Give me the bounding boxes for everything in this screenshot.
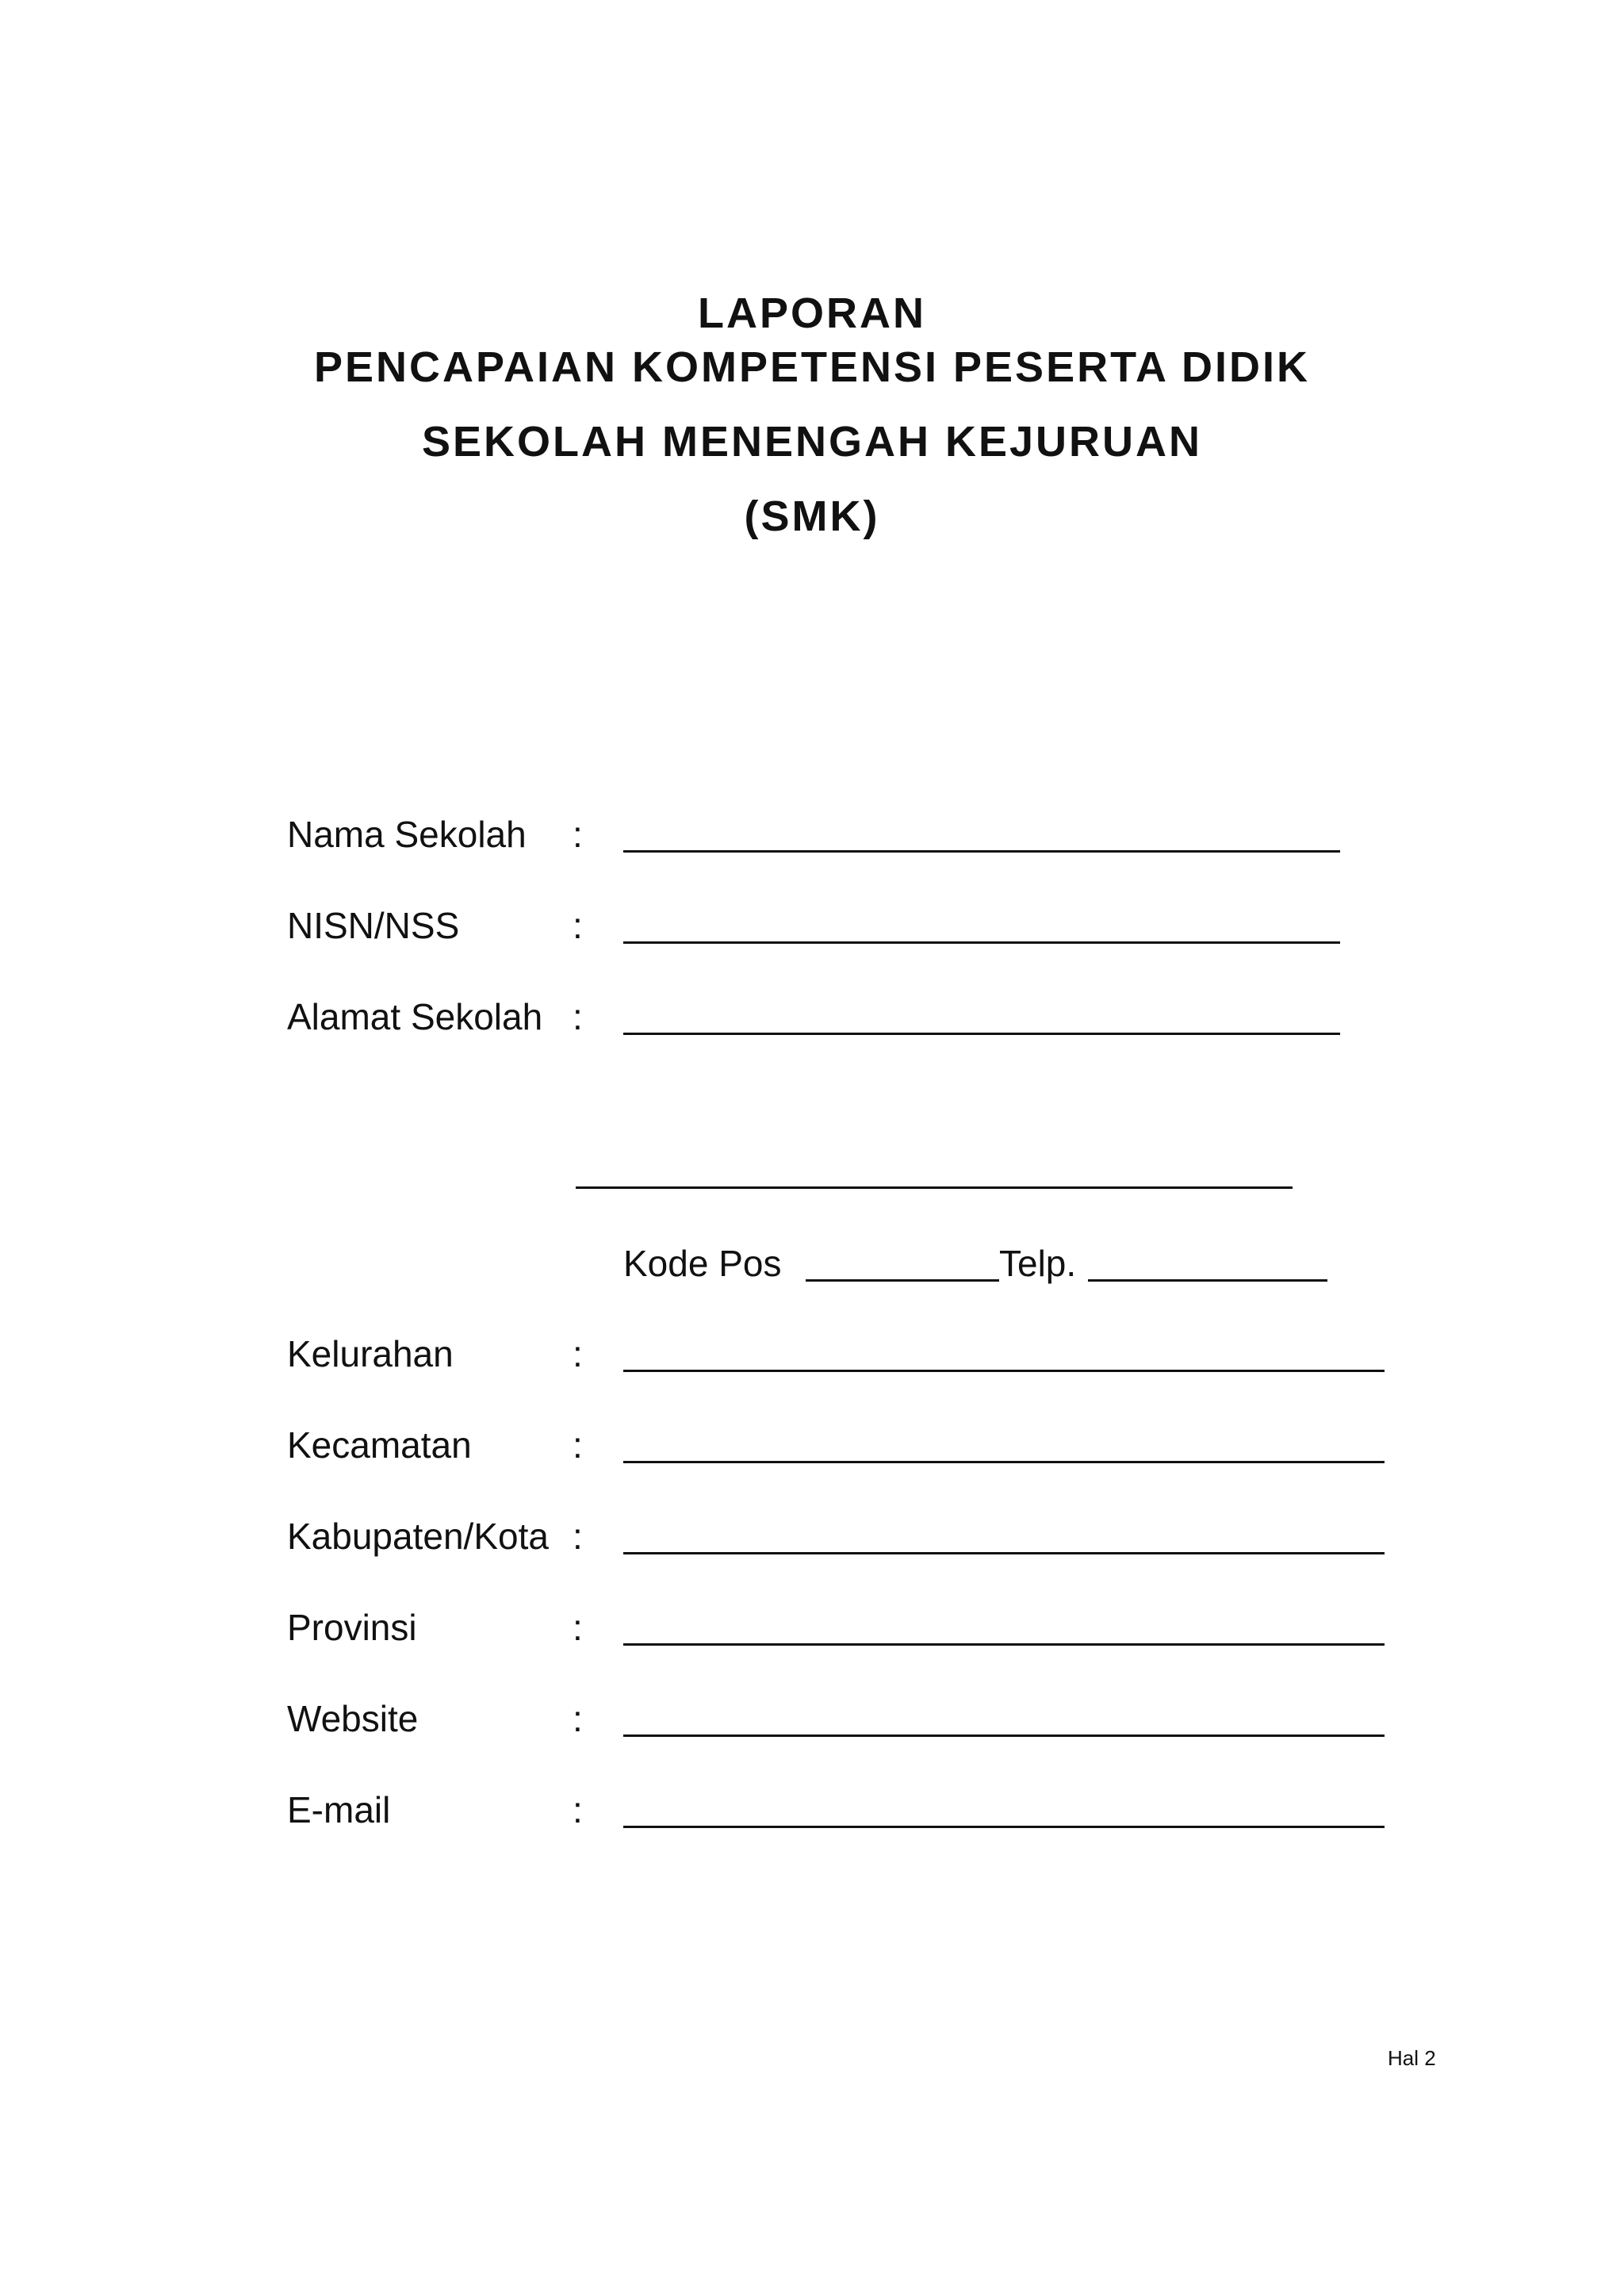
nama-sekolah-blank[interactable] <box>623 850 1340 853</box>
provinsi-blank[interactable] <box>623 1643 1385 1646</box>
kabupaten-kota-blank[interactable] <box>623 1552 1385 1554</box>
title-line-1: LAPORAN <box>698 289 926 337</box>
kelurahan-colon: : <box>573 1333 583 1374</box>
alamat-sekolah-label: Alamat Sekolah <box>287 996 543 1037</box>
website-label: Website <box>287 1698 419 1739</box>
kabupaten-kota-colon: : <box>573 1516 583 1557</box>
nisn-nss-label: NISN/NSS <box>287 905 460 946</box>
kode-pos-blank[interactable] <box>806 1279 999 1282</box>
alamat-sekolah-blank-line-2[interactable] <box>576 1186 1293 1189</box>
page-number: Hal 2 <box>1388 2046 1436 2070</box>
kelurahan-blank[interactable] <box>623 1370 1385 1372</box>
kabupaten-kota-label: Kabupaten/Kota <box>287 1516 549 1557</box>
provinsi-colon: : <box>573 1607 583 1648</box>
alamat-sekolah-colon: : <box>573 996 583 1037</box>
kecamatan-label: Kecamatan <box>287 1424 472 1466</box>
kelurahan-label: Kelurahan <box>287 1333 454 1374</box>
provinsi-label: Provinsi <box>287 1607 417 1648</box>
nama-sekolah-label: Nama Sekolah <box>287 814 527 855</box>
title-line-3: SEKOLAH MENENGAH KEJURUAN <box>421 418 1203 466</box>
nisn-nss-colon: : <box>573 905 583 946</box>
kecamatan-colon: : <box>573 1424 583 1466</box>
title-line-4: (SMK) <box>744 493 880 540</box>
nama-sekolah-colon: : <box>573 814 583 855</box>
kode-pos-label: Kode Pos <box>623 1243 782 1284</box>
alamat-sekolah-blank[interactable] <box>623 1033 1340 1035</box>
website-colon: : <box>573 1698 583 1739</box>
nisn-nss-blank[interactable] <box>623 941 1340 944</box>
telp-label: Telp. <box>999 1243 1077 1284</box>
title-line-2: PENCAPAIAN KOMPETENSI PESERTA DIDIK <box>313 343 1311 391</box>
email-colon: : <box>573 1789 583 1830</box>
email-label: E-mail <box>287 1789 391 1830</box>
website-blank[interactable] <box>623 1734 1385 1737</box>
kecamatan-blank[interactable] <box>623 1461 1385 1463</box>
telp-blank[interactable] <box>1088 1279 1327 1282</box>
email-blank[interactable] <box>623 1826 1385 1828</box>
